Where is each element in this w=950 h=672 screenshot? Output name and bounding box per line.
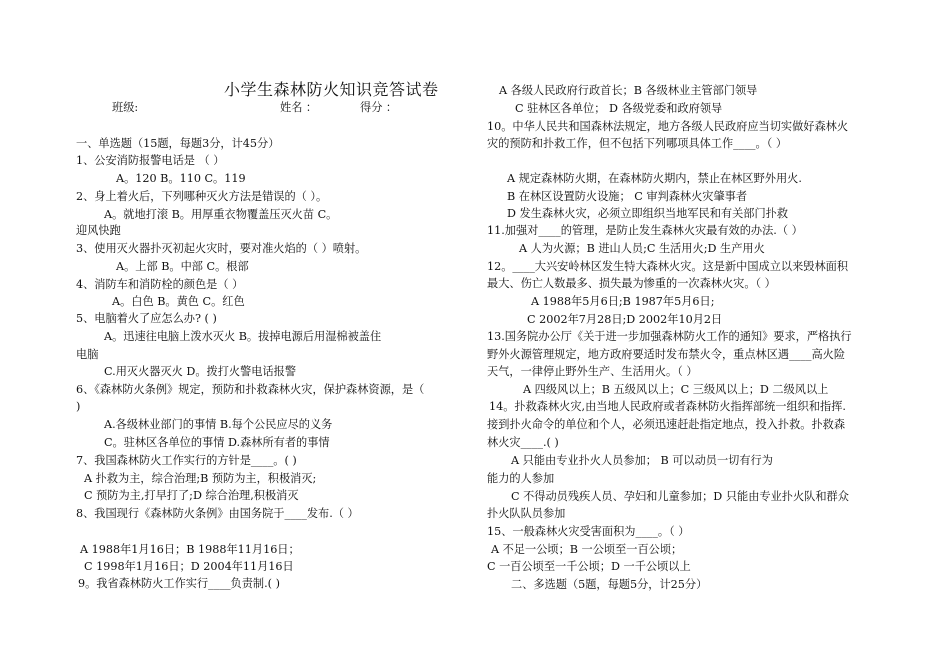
- question-line: 灾的预防和扑救工作，但不包括下列哪项具体工作____。（ ）: [487, 137, 788, 150]
- option-line: A。上部 B。中部 C。根部: [116, 260, 249, 273]
- question-line: 10。中华人民共和国森林法规定，地方各级人民政府应当切实做好森林火: [487, 120, 849, 133]
- option-line: D 发生森林火灾，必须立即组织当地军民和有关部门扑救: [507, 207, 789, 220]
- option-line: 迎风快跑: [76, 224, 121, 237]
- name-label: 姓名 ：: [280, 101, 318, 114]
- option-line: 能力的人参加: [487, 472, 555, 485]
- score-label: 得分 ：: [360, 101, 398, 114]
- option-line: A.各级林业部门的事情 B.每个公民应尽的义务: [104, 418, 333, 431]
- option-line: 扑火队队员参加: [487, 507, 566, 520]
- section-heading-single: 一、单选题（15题，每题3分，计45分）: [76, 137, 280, 150]
- question-line: 林火灾____.( ): [487, 436, 559, 449]
- option-line: B 在林区设置防火设施； C 审判森林火灾肇事者: [507, 190, 748, 203]
- question-line: 8、我国现行《森林防火条例》由国务院于____发布.（ ）: [76, 507, 359, 520]
- option-line: A 1988年5月6日;B 1987年5月6日;: [531, 295, 715, 308]
- option-line: A 不足一公顷；B 一公顷至一百公顷；: [491, 543, 683, 556]
- option-line: C 预防为主,打早打了;D 综合治理,积极消灭: [84, 489, 299, 502]
- question-line: 15、一般森林火灾受害面积为____。（ ）: [487, 525, 690, 538]
- option-line: 电脑: [76, 348, 99, 361]
- option-line: A 人为火源；B 进山人员;C 生活用火;D 生产用火: [519, 242, 765, 255]
- question-line: 1、公安消防报警电话是 （ ）: [76, 154, 225, 167]
- option-line: A 各级人民政府行政首长；B 各级林业主管部门领导: [499, 84, 758, 97]
- class-label: 班级:: [112, 101, 139, 114]
- option-line: A。迅速往电脑上泼水灭火 B。拔掉电源后用湿棉被盖住: [104, 330, 382, 343]
- question-line: 13.国务院办公厅《关于进一步加强森林防火工作的通知》要求，严格执行: [487, 330, 852, 343]
- option-line: A。白色 B。黄色 C。红色: [112, 295, 245, 308]
- option-line: C 1998年1月16日；D 2004年11月16日: [84, 560, 294, 573]
- option-line: A。就地打滚 B。用厚重衣物覆盖压灭火苗 C。: [104, 208, 338, 221]
- option-line: C 不得动员残疾人员、孕妇和儿童参加；D 只能由专业扑火队和群众: [511, 490, 849, 503]
- question-line: 2、身上着火后，下列哪种灭火方法是错误的（ ）。: [76, 190, 328, 203]
- option-line: C.用灭火器灭火 D。拨打火警电话报警: [104, 365, 297, 378]
- option-line: A 1988年1月16日；B 1988年11月16日；: [80, 543, 300, 556]
- question-line: 7、我国森林防火工作实行的方针是____。( ): [76, 454, 297, 467]
- option-line: C。驻林区各单位的事情 D.森林所有者的事情: [104, 436, 330, 449]
- option-line: A。120 B。110 C。119: [116, 172, 246, 185]
- section-heading-multi: 二、多选题（5题，每题5分，计25分）: [511, 578, 708, 591]
- option-line: A 四级风以上；B 五级风以上；C 三级风以上；D 二级风以上: [523, 383, 829, 396]
- option-line: A 只能由专业扑火人员参加； B 可以动员一切有行为: [511, 454, 773, 467]
- question-line: 11.加强对____的管理，是防止发生森林火灾最有效的办法.（ ）: [487, 224, 803, 237]
- option-line: C 驻林区各单位； D 各级党委和政府领导: [515, 102, 723, 115]
- question-line: 天气，一律停止野外生产、生活用火。（ ）: [487, 365, 698, 378]
- page-title: 小学生森林防火知识竞答试卷: [224, 80, 439, 99]
- question-line: 6、《森林防火条例》规定，预防和扑救森林火灾，保护森林资源，是（: [76, 383, 425, 396]
- question-line: ): [76, 400, 81, 413]
- question-line: 14。扑救森林火灾,由当地人民政府或者森林防火指挥部统一组织和指挥.: [489, 400, 846, 413]
- option-line: A 规定森林防火期，在森林防火期内，禁止在林区野外用火.: [507, 172, 802, 185]
- option-line: C 2002年7月28日;D 2002年10月2日: [527, 313, 723, 326]
- option-line: C 一百公顷至一千公顷；D 一千公顷以上: [487, 560, 691, 573]
- option-line: A 扑救为主，综合治理;B 预防为主，积极消灭;: [84, 472, 317, 485]
- question-line: 9。我省森林防火工作实行____负责制.( ): [78, 577, 280, 590]
- question-line: 4、消防车和消防栓的颜色是（ ）: [76, 278, 244, 291]
- question-line: 12。____大兴安岭林区发生特大森林火灾。这是新中国成立以来毁林面积: [487, 260, 849, 273]
- question-line: 5、电脑着火了应怎么办? ( ): [76, 312, 217, 325]
- question-line: 野外火源管理规定，地方政府要适时发布禁火令，重点林区遇____高火险: [487, 348, 846, 361]
- question-line: 接到扑火命令的单位和个人，必须迅速赶赴指定地点，投入扑救。扑救森: [487, 418, 846, 431]
- question-line: 3、使用灭火器扑灭初起火灾时，要对准火焰的（ ）喷射。: [76, 242, 367, 255]
- question-line: 最大、伤亡人数最多、损失最为惨重的一次森林火灾。（ ）: [487, 277, 776, 290]
